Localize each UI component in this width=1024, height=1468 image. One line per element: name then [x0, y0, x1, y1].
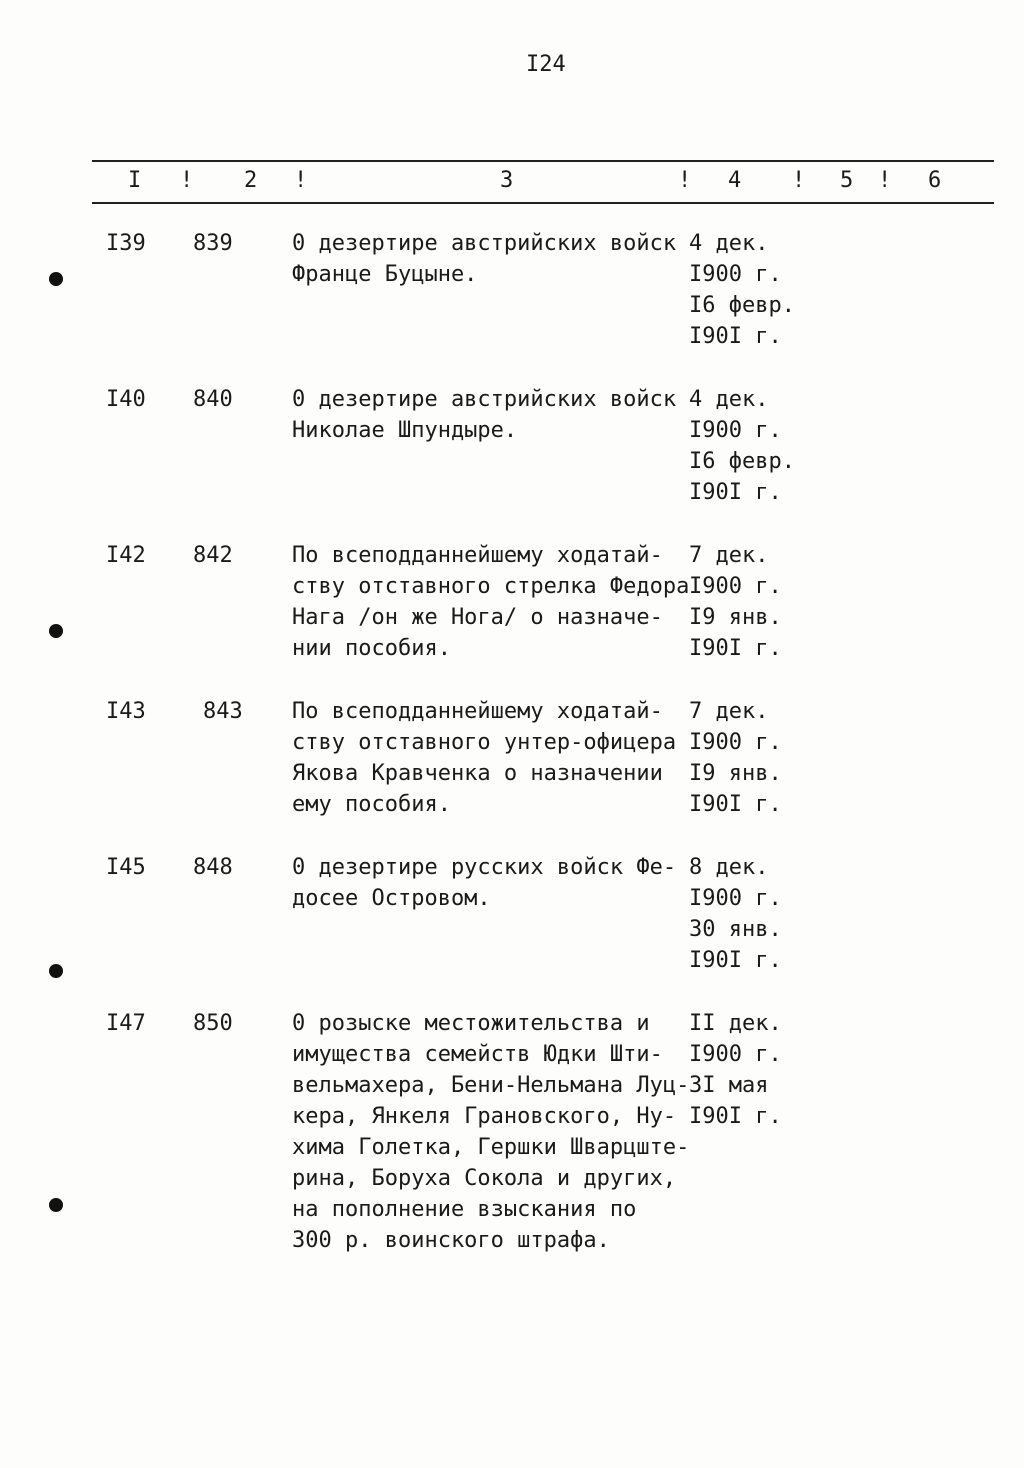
- column-header-3: 3: [500, 168, 514, 193]
- date-line: I90I г.: [689, 636, 782, 661]
- date-line: I900 г.: [689, 1042, 782, 1067]
- punch-hole: [49, 964, 63, 978]
- record-dates: [689, 696, 782, 820]
- title-line: 0 дезертире русских войск Фе-: [292, 855, 677, 880]
- date-line: I90I г.: [689, 1104, 782, 1129]
- record-number: I39: [106, 231, 146, 256]
- title-line: нии пособия.: [292, 636, 451, 661]
- title-line: рина, Боруха Сокола и других,: [292, 1166, 677, 1191]
- record-number: I40: [106, 387, 146, 412]
- date-line: I900 г.: [689, 418, 782, 443]
- title-line: ству отставного унтер-офицера: [292, 730, 677, 755]
- punch-hole: [49, 624, 63, 638]
- punch-hole: [49, 1198, 63, 1212]
- column-separator: !: [792, 168, 806, 193]
- record-dates: [689, 384, 795, 508]
- record-number: I45: [106, 855, 146, 880]
- date-line: 30 янв.: [689, 917, 782, 942]
- title-line: имущества семейств Юдки Шти-: [292, 1042, 663, 1067]
- date-line: I6 февр.: [689, 449, 795, 474]
- record-title: [292, 228, 692, 290]
- date-line: I90I г.: [689, 792, 782, 817]
- title-line: досее Островом.: [292, 886, 491, 911]
- date-line: I900 г.: [689, 886, 782, 911]
- record-title: [292, 1008, 692, 1256]
- file-number: 839: [193, 231, 233, 256]
- title-line: хима Голетка, Гершки Шварцште-: [292, 1135, 690, 1160]
- title-line: вельмахера, Бени-Нельмана Луц-: [292, 1073, 690, 1098]
- title-line: ему пособия.: [292, 792, 451, 817]
- title-line: Якова Кравченка о назначении: [292, 761, 663, 786]
- date-line: I900 г.: [689, 262, 782, 287]
- record-number: I42: [106, 543, 146, 568]
- title-line: кера, Янкеля Грановского, Ну-: [292, 1104, 677, 1129]
- title-line: на пополнение взыскания по: [292, 1197, 637, 1222]
- title-line: 300 р. воинского штрафа.: [292, 1228, 610, 1253]
- file-number: 842: [193, 543, 233, 568]
- column-separator: !: [180, 168, 194, 193]
- title-line: Николае Шпундыре.: [292, 418, 518, 443]
- date-line: I900 г.: [689, 730, 782, 755]
- column-header-4: 4: [728, 168, 742, 193]
- column-header-6: 6: [928, 168, 942, 193]
- record-title: [292, 696, 692, 820]
- record-dates: [689, 1008, 782, 1132]
- column-header-5: 5: [840, 168, 854, 193]
- title-line: По всеподданнейшему ходатай-: [292, 543, 663, 568]
- date-line: 8 дек.: [689, 855, 769, 880]
- file-number: 848: [193, 855, 233, 880]
- title-line: 0 дезертире австрийских войск: [292, 387, 677, 412]
- title-line: 0 дезертире австрийских войск: [292, 231, 677, 256]
- date-line: I9 янв.: [689, 761, 782, 786]
- column-separator: !: [294, 168, 308, 193]
- record-number: I47: [106, 1011, 146, 1036]
- file-number: 840: [193, 387, 233, 412]
- table-header-top-rule: [92, 160, 994, 162]
- date-line: I90I г.: [689, 948, 782, 973]
- table-header-bottom-rule: [92, 202, 994, 204]
- title-line: Нага /он же Нога/ о назначе-: [292, 605, 663, 630]
- date-line: 4 дек.: [689, 231, 769, 256]
- date-line: I90I г.: [689, 480, 782, 505]
- title-line: Франце Буцыне.: [292, 262, 478, 287]
- date-line: I900 г.: [689, 574, 782, 599]
- date-line: I9 янв.: [689, 605, 782, 630]
- record-title: [292, 540, 692, 664]
- title-line: 0 розыске местожительства и: [292, 1011, 650, 1036]
- date-line: II дек.: [689, 1011, 782, 1036]
- date-line: I90I г.: [689, 324, 782, 349]
- date-line: 7 дек.: [689, 543, 769, 568]
- record-number: I43: [106, 699, 146, 724]
- record-title: [292, 384, 692, 446]
- date-line: 7 дек.: [689, 699, 769, 724]
- record-dates: [689, 228, 795, 352]
- record-dates: [689, 852, 782, 976]
- date-line: 3I мая: [689, 1073, 769, 1098]
- page-number: I24: [526, 52, 566, 77]
- title-line: По всеподданнейшему ходатай-: [292, 699, 663, 724]
- record-title: [292, 852, 692, 914]
- column-separator: !: [678, 168, 692, 193]
- column-header-1: I: [128, 168, 142, 193]
- title-line: ству отставного стрелка Федора: [292, 574, 690, 599]
- file-number: 843: [203, 699, 243, 724]
- file-number: 850: [193, 1011, 233, 1036]
- column-header-2: 2: [244, 168, 258, 193]
- date-line: 4 дек.: [689, 387, 769, 412]
- date-line: I6 февр.: [689, 293, 795, 318]
- punch-hole: [49, 272, 63, 286]
- column-separator: !: [878, 168, 892, 193]
- record-dates: [689, 540, 782, 664]
